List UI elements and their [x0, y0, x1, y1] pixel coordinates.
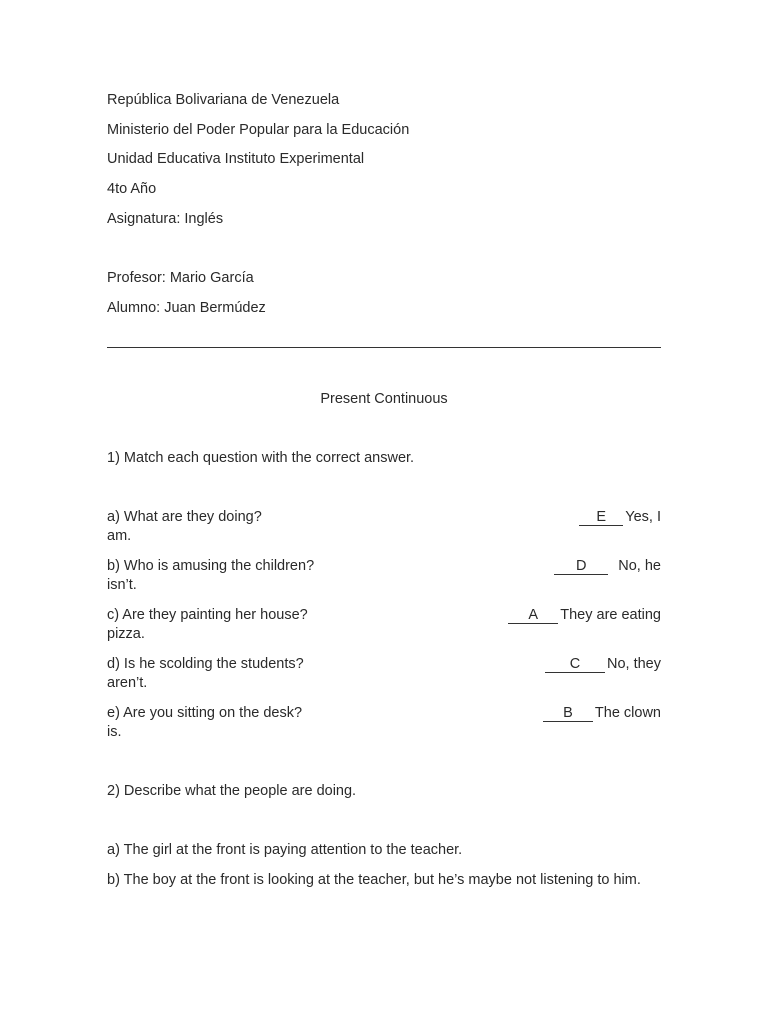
match-question: c) Are they painting her house? [107, 607, 308, 623]
answer-continuation: am. [107, 528, 132, 544]
worksheet-title: Present Continuous [320, 391, 448, 407]
description-answer: a) The girl at the front is paying attention to the teacher. [107, 842, 463, 858]
answer-text: The clown [594, 705, 661, 721]
header-divider [107, 347, 661, 348]
answer-text: They are eating [560, 607, 661, 623]
republic-line: República Bolivariana de Venezuela [107, 92, 340, 108]
school-line: Unidad Educativa Instituto Experimental [107, 151, 365, 167]
match-question: d) Is he scolding the students? [107, 656, 304, 672]
answer-blank: B [543, 706, 593, 722]
answer-text: No, he [618, 558, 661, 574]
answer-continuation: is. [107, 724, 122, 740]
ministry-line: Ministerio del Poder Popular para la Educación [107, 122, 410, 138]
answer-blank: E [579, 510, 623, 526]
match-answer [579, 508, 661, 527]
answer-text: No, they [607, 656, 661, 672]
teacher-line: Profesor: Mario García [107, 270, 254, 286]
match-question: a) What are they doing? [107, 509, 262, 525]
match-answer [545, 655, 661, 674]
student-line: Alumno: Juan Bermúdez [107, 300, 266, 316]
exercise1-instruction: 1) Match each question with the correct answer. [107, 450, 415, 466]
exercise2-instruction: 2) Describe what the people are doing. [107, 783, 357, 799]
match-question: b) Who is amusing the children? [107, 558, 315, 574]
answer-blank: A [508, 608, 558, 624]
worksheet-page [107, 0, 661, 1024]
answer-continuation: isn’t. [107, 577, 137, 593]
match-question: e) Are you sitting on the desk? [107, 705, 303, 721]
description-answer: b) The boy at the front is looking at the teacher, but he’s maybe not listening to him. [107, 872, 641, 888]
grade-line: 4to Año [107, 181, 157, 197]
match-answer [554, 557, 661, 576]
answer-continuation: aren’t. [107, 675, 148, 691]
answer-continuation: pizza. [107, 626, 145, 642]
answer-text: Yes, I [625, 509, 661, 525]
match-answer [508, 606, 661, 625]
answer-blank: D [554, 559, 608, 575]
answer-blank: C [545, 657, 605, 673]
subject-line: Asignatura: Inglés [107, 211, 224, 227]
match-answer [543, 704, 661, 723]
